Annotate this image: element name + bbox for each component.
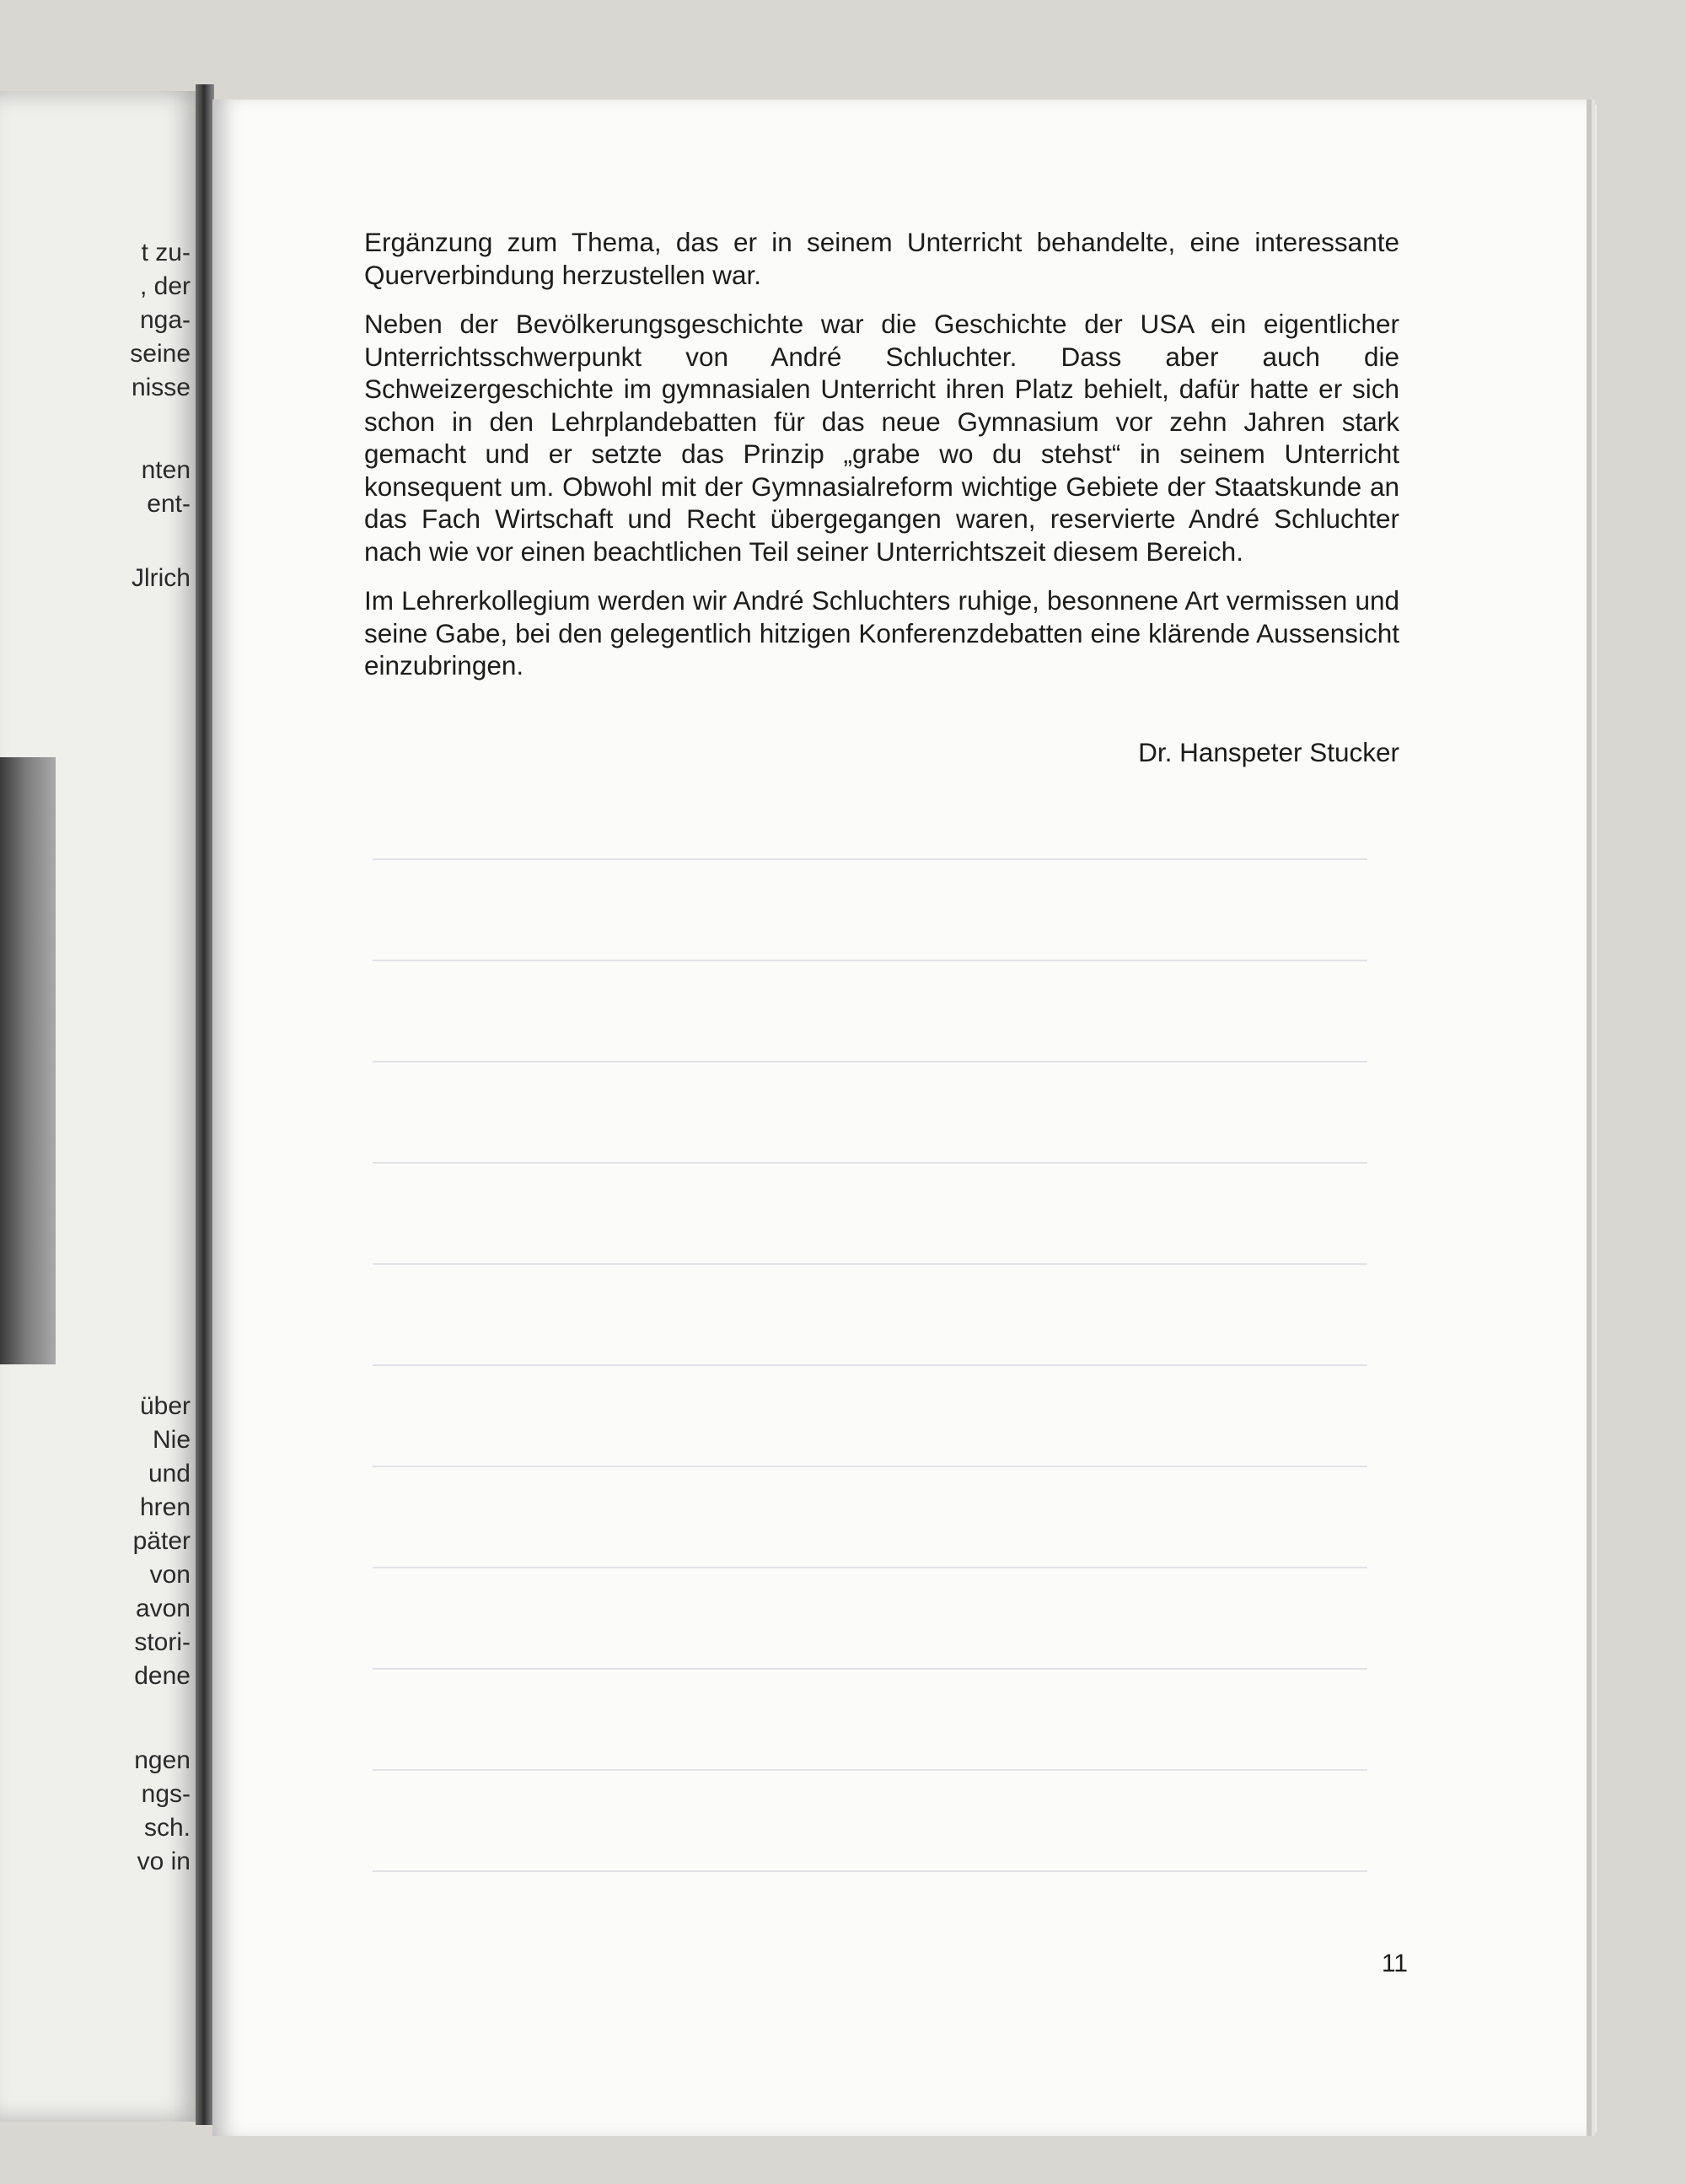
show-through-line: [373, 1668, 1367, 1670]
show-through-line: [373, 1061, 1367, 1062]
left-page-fragment: vo in: [137, 1848, 191, 1875]
show-through-line: [373, 1263, 1367, 1265]
left-page-fragment: seine: [130, 340, 191, 368]
show-through-line: [373, 1567, 1367, 1568]
left-page-fragment: stori-: [134, 1628, 191, 1656]
article-paragraph: Neben der Bevölkerungsgeschichte war die Geschichte der USA ein eigentlicher Unterrichtsschwerpunkt von André Schluchter. Dass aber auch die Schweizergeschichte im gymnasialen Unterricht ihren Platz behielt, dafür hatte er sich schon in den Lehrplandebatten für das neue Gymnasium vor zehn Jahren stark gemacht und er setzte das Prinzip „grabe wo du stehst“ in seinem Unterricht konsequent um. Obwohl mit der Gymnasialreform wichtige Gebiete der Staatskunde an das Fach Wirtschaft und Recht übergegangen waren, reservierte André Schluchter nach wie vor einen beachtlichen Teil seiner Unterrichtszeit diesem Bereich.: [364, 309, 1399, 567]
left-page-fragment: nisse: [131, 374, 191, 401]
left-page-fragment: ent-: [147, 490, 191, 518]
left-page-fragment: ngs-: [141, 1780, 191, 1808]
author-signature: Dr. Hanspeter Stucker: [1138, 737, 1399, 767]
page-number: 11: [1381, 1950, 1408, 1977]
left-page-photo: [0, 757, 56, 1364]
show-through-line: [373, 858, 1367, 860]
left-page-fragment: t zu-: [141, 239, 191, 266]
book-gutter: [196, 84, 214, 2125]
article-paragraph: Ergänzung zum Thema, das er in seinem Unterricht behandelte, eine interessante Querverbindung herzustellen war.: [364, 227, 1399, 290]
left-page-fragment: nten: [141, 456, 191, 484]
left-facing-page: [0, 91, 202, 2122]
left-page-fragment: nga-: [139, 306, 191, 334]
page-edge: [1587, 105, 1597, 2133]
show-through-line: [373, 1364, 1367, 1366]
left-page-fragment: hren: [139, 1493, 191, 1521]
left-page-fragment: dene: [134, 1662, 191, 1690]
left-page-fragment: über: [139, 1392, 191, 1420]
left-page-fragment: von: [149, 1561, 191, 1589]
left-page-fragment: , der: [139, 272, 191, 300]
show-through-line: [373, 1162, 1367, 1164]
article-paragraph: Im Lehrerkollegium werden wir André Schluchters ruhige, besonnene Art vermissen und seine Gabe, bei den gelegentlich hitzigen Konferenzdebatten eine klärende Aussensicht einzubringen.: [364, 585, 1399, 680]
show-through-line: [373, 1870, 1367, 1872]
left-page-fragment: päter: [132, 1527, 191, 1555]
left-page-fragment: und: [148, 1460, 191, 1487]
left-page-fragment: Jlrich: [131, 564, 191, 592]
show-through-line: [373, 960, 1367, 961]
article-body: [364, 226, 1399, 699]
left-page-fragment: avon: [135, 1595, 191, 1622]
left-page-fragment: sch.: [143, 1814, 191, 1842]
show-through-line: [373, 1466, 1367, 1467]
left-page-fragment: ngen: [134, 1746, 191, 1774]
show-through-line: [373, 1769, 1367, 1771]
left-page-fragment: Nie: [152, 1426, 191, 1454]
